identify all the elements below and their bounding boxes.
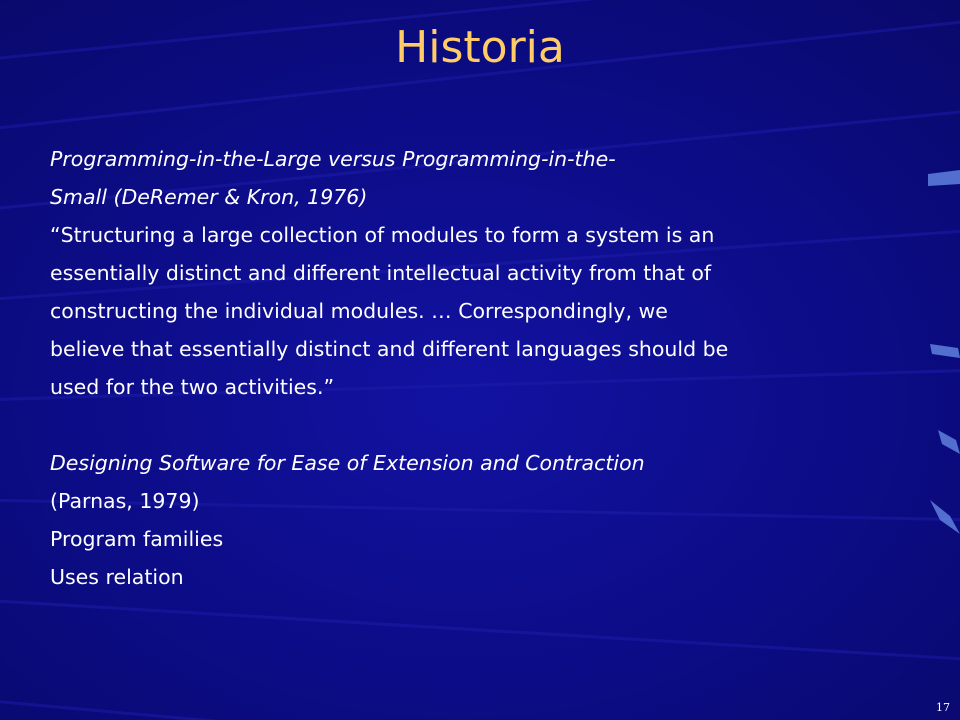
bullet-item: Program families xyxy=(50,527,224,551)
quote-line: used for the two activities.” xyxy=(50,375,335,399)
section1-heading-line2: Small (DeRemer & Kron, 1976) xyxy=(50,185,368,209)
spacer xyxy=(50,406,910,444)
quote-line: essentially distinct and different intellectual activity from that of xyxy=(50,261,712,285)
quote-line: constructing the individual modules. … Correspondingly, we xyxy=(50,299,668,323)
bullet-item: Uses relation xyxy=(50,565,184,589)
section2-heading: Designing Software for Ease of Extension and Contraction xyxy=(50,451,645,475)
slide-title: Historia xyxy=(395,22,565,73)
quote-line: “Structuring a large collection of modules to form a system is an xyxy=(50,223,715,247)
page-number: 17 xyxy=(936,701,950,714)
section1-heading-line1: Programming-in-the-Large versus Programming-in-the- xyxy=(50,147,616,171)
section2-citation: (Parnas, 1979) xyxy=(50,489,200,513)
quote-line: believe that essentially distinct and different languages should be xyxy=(50,337,729,361)
slide-body xyxy=(50,140,910,596)
